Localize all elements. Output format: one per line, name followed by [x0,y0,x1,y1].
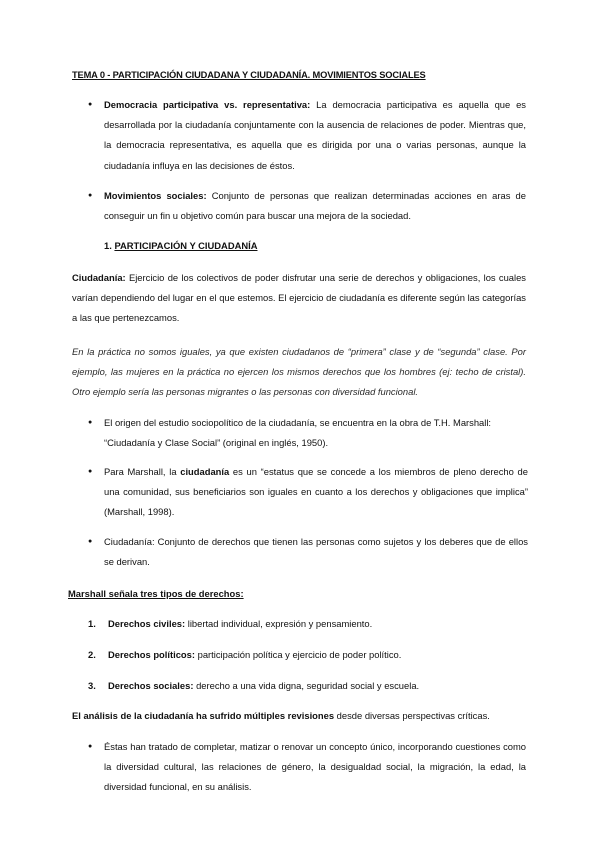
bullet-icon: ● [88,101,93,108]
term-derechos-civiles: Derechos civiles: [108,618,186,629]
bullet-icon: ● [88,538,93,545]
revisions-bullet: Éstas han tratado de completar, matizar o renovar un concepto único, incorporando cuestiones como la diversidad cultural, las relaciones de género, la desigualdad social, la migración, la edad, la diversidad funcional, en su análisis. [104,741,526,793]
intro-bullet-text: Conjunto de personas que realizan determinadas acciones en aras de conseguir un fin u objetivo común para buscar una mejora de la sociedad. [104,190,526,222]
ciudadania-rights-bullet: Ciudadanía: Conjunto de derechos que tienen las personas como sujetos y los deberes que de ellos se derivan. [104,536,528,568]
definition-text: Ejercicio de los colectivos de poder disfrutar una serie de derechos y obligaciones, los cuales varían dependiendo del lugar en el que estemos. El ejercicio de ciudadanía es diferente según las categorías a las que pertenezcamos. [72,272,526,324]
bullet-text-pre: Para Marshall, la [104,466,181,477]
term-ciudadania-bold: ciudadanía [180,466,230,477]
italic-example-paragraph: En la práctica no somos iguales, ya que existen ciudadanos de “primera” clase y de “segunda” clase. Por ejemplo, las mujeres en la práctica no ejercen los mismos derechos que los hombres (ej: techo de cristal). Otro ejemplo sería las personas migrantes o las personas con diversidad funcional. [72,346,526,398]
list-number: 1. [88,618,96,629]
intro-bullet-democracia [104,95,526,176]
term-derechos-politicos: Derechos políticos: [108,649,195,660]
list-number: 2. [88,649,96,660]
bullet-text-post: es un “estatus que se concede a los miembros de pleno derecho de una comunidad, sus beneficiarios son iguales en cuanto a los derechos y obligaciones que implica” (Marshall, 1998). [104,466,528,518]
term-democracia: Democracia participativa vs. representativa: [104,99,311,110]
bullet-icon: ● [88,743,93,750]
analysis-text: desde diversas perspectivas críticas. [334,710,490,721]
analysis-paragraph [72,706,490,726]
bullet-icon: ● [88,192,93,199]
right-civil [108,614,372,634]
right-text: libertad individual, expresión y pensamiento. [185,618,373,629]
right-social [108,676,419,696]
section-number: 1. [104,240,112,251]
bullet-icon: ● [88,468,93,475]
term-derechos-sociales: Derechos sociales: [108,680,194,691]
list-number: 3. [88,680,96,691]
marshall-heading: Marshall señala tres tipos de derechos: [68,588,244,599]
document-title: TEMA 0 - PARTICIPACIÓN CIUDADANA Y CIUDADANÍA. MOVIMIENTOS SOCIALES [72,70,426,80]
term-movimientos: Movimientos sociales: [104,190,207,201]
marshall-origin-bullet: El origen del estudio sociopolítico de la ciudadanía, se encuentra en la obra de T.H. Marshall: “Ciudadanía y Clase Social” (original en inglés, 1950). [104,417,492,449]
analysis-bold: El análisis de la ciudadanía ha sufrido múltiples revisiones [72,710,335,721]
term-ciudadania: Ciudadanía: [72,272,126,283]
intro-bullet-text: La democracia participativa es aquella que es desarrollada por la ciudadanía conjuntamente con la ausencia de relaciones de poder. Mientras que, la democracia representativa, es aquella que es dirigida por una o varias personas, aunque la ciudadanía influya en las decisiones de éstos. [104,99,526,171]
right-text: participación política y ejercicio de poder político. [195,649,402,660]
ciudadania-definition [72,268,526,329]
section-title: PARTICIPACIÓN Y CIUDADANÍA [114,240,258,251]
bullet-icon: ● [88,419,93,426]
intro-bullet-movimientos [104,186,526,226]
right-text: derecho a una vida digna, seguridad social y escuela. [193,680,420,691]
marshall-definition-bullet [104,462,528,523]
right-political [108,645,401,665]
section-heading [104,236,258,256]
